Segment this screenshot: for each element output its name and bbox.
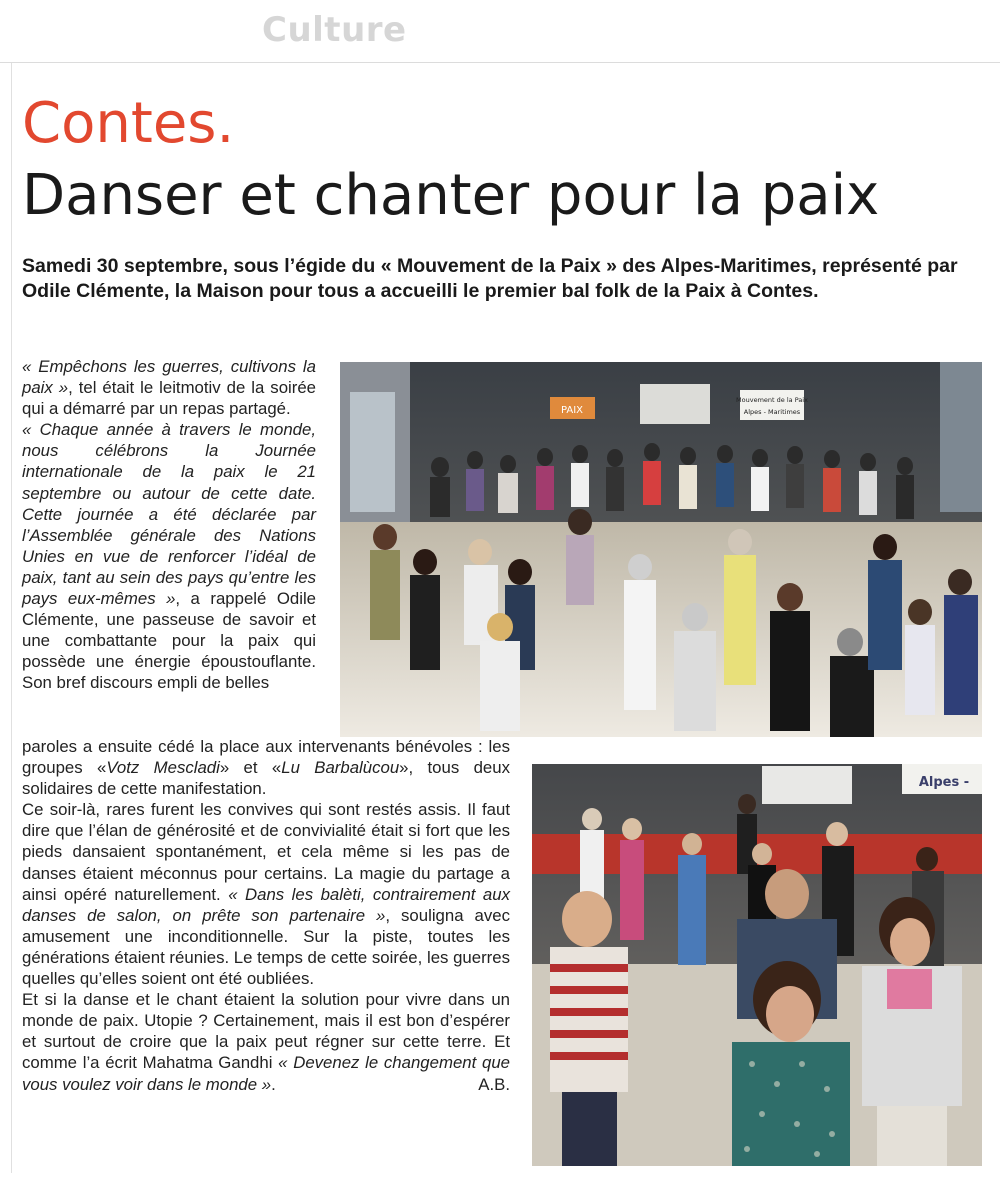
- paragraph-4: Et si la danse et le chant étaient la solution pour vivre dans un monde de paix. Utopie ? Certainement, mais il est bon d’espérer et surtout de croire que la paix peut régner sur cette terre. Et comme l’a écrit Mahatma Gandhi « Devenez le changement que vous voulez voir dans le monde ».: [22, 990, 510, 1094]
- photo2-banner-right: Alpes -: [918, 775, 970, 790]
- author-signature: A.B.: [478, 1074, 510, 1094]
- photo1-banner-left: PAIX: [560, 405, 584, 416]
- header-rule: [0, 62, 1000, 63]
- paragraph-2: « Chaque année à travers le monde, nous célébrons la Journée internationale de la paix le 21 septembre ou autour de cette date. Cette journée a été déclarée par l’Assemblée générale des Nations Unies en vue de renforcer l’idéal de paix, tant au sein des pays qu’entre les pays eux-mêmes », a rappelé Odile Clémente, une passeuse de savoir et une combattante pour la paix qui possède une énergie époustouflante. Son bref discours empli de belles: [22, 420, 317, 693]
- photo-dancers-closeup-image: [532, 764, 982, 1166]
- paragraph-2-continued: paroles a ensuite cédé la place aux intervenants bénévoles : les groupes «Votz Mescladi» et «Lu Barbalùcou», tous deux solidaires de cette manifestation.: [22, 737, 510, 799]
- photo-dance-hall: [340, 362, 982, 737]
- group-name-1: Votz Mescladi: [106, 758, 220, 778]
- section-label: Culture: [262, 10, 407, 50]
- photo1-banner-right-1: Mouvement de la Paix: [736, 396, 808, 404]
- article-column-top: [22, 356, 316, 694]
- page-margin-rule: [11, 63, 12, 1173]
- quote-leitmotiv: « Empêchons les guerres, cultivons la paix »: [22, 357, 316, 398]
- kicker: Contes.: [22, 91, 235, 156]
- lead-paragraph: Samedi 30 septembre, sous l’égide du « Mouvement de la Paix » des Alpes-Maritimes, représenté par Odile Clémente, la Maison pour tous a accueilli le premier bal folk de la Paix à Contes.: [22, 255, 958, 302]
- photo-dancers-closeup: [532, 764, 982, 1166]
- photo-dance-hall-image: [340, 362, 982, 737]
- quote-baleti: « Dans les balèti, contrairement aux danses de salon, on prête son partenaire »: [22, 884, 510, 925]
- paragraph-3: Ce soir-là, rares furent les convives qui sont restés assis. Il faut dire que l’élan de générosité et de convivialité était si fort que les pieds dansaient spontanément, et cela même si les pas de danses étaient méconnus pour certains. La magie du partage a ainsi opéré naturellement. « Dans les balèti, contrairement aux danses de salon, on prête son partenaire », souligna avec amusement une inconditionnelle. Sur la piste, toutes les générations étaient réunies. Le temps de cette soirée, les guerres quelles qu’elles soient ont été oubliées.: [22, 800, 510, 989]
- group-name-2: Lu Barbalùcou: [281, 758, 400, 778]
- quote-gandhi: « Devenez le changement que vous voulez voir dans le monde »: [22, 1053, 510, 1094]
- headline: Danser et chanter pour la paix: [22, 163, 880, 228]
- photo1-banner-right-2: Alpes - Maritimes: [743, 408, 801, 416]
- article-column-bottom: [22, 736, 510, 1095]
- paragraph-1: « Empêchons les guerres, cultivons la paix », tel était le leitmotiv de la soirée qui a démarré par un repas partagé.: [22, 357, 317, 419]
- quote-odile: « Chaque année à travers le monde, nous célébrons la Journée internationale de la paix le 21 septembre ou autour de cette date. Cette journée a été déclarée par l’Assemblée générale des Nations Unies en vue de renforcer l’idéal de paix, tant au sein des pays qu’entre les pays eux-mêmes »: [22, 420, 316, 609]
